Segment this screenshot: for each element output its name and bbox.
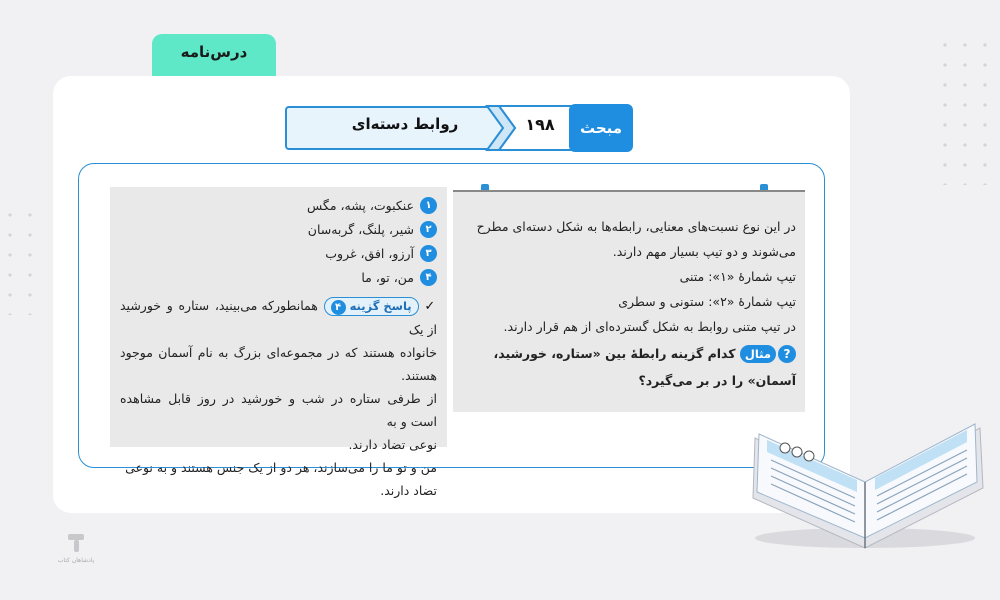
option-text: عنکبوت، پشه، مگس <box>306 197 414 213</box>
topic-banner <box>285 104 633 152</box>
option-number: ۲ <box>420 221 437 238</box>
answer-badge-label: پاسخ گزینه <box>349 299 412 313</box>
option-3 <box>120 241 437 265</box>
option-text: من، تو، ما <box>361 269 414 285</box>
example-text-2: آسمان» را در بر می‌گیرد؟ <box>638 373 796 388</box>
answer-lead: همانطورکه می‌بینید، ستاره و خورشید از یک <box>120 298 437 337</box>
example-badge: مثال <box>740 345 776 363</box>
option-4 <box>120 265 437 289</box>
answer-explanation <box>120 294 437 341</box>
decorative-dots-left <box>0 205 45 315</box>
answer-line: من و تو ما را می‌سازند، هر دو از یک جنس هستند و به نوعی <box>125 460 437 475</box>
explanation-line: در این نوع نسبت‌های معنایی، رابطه‌ها به شکل دسته‌ای مطرح <box>476 219 796 234</box>
explanation-line: می‌شوند و دو تیپ بسیار مهم دارند. <box>612 244 796 259</box>
explanation-line: در تیپ متنی روابط به شکل گسترده‌ای از هم قرار دارند. <box>503 319 796 334</box>
answer-number: ۴ <box>331 300 346 315</box>
logo-caption: پادشاهان کتاب <box>57 557 95 564</box>
option-text: شیر، پلنگ، گربه‌سان <box>307 221 414 237</box>
option-1 <box>120 193 437 217</box>
question-icon: ? <box>778 345 796 363</box>
check-icon: ✓ <box>424 299 437 314</box>
explanation-line: تیپ شمارهٔ «۱»: متنی <box>679 269 796 284</box>
answer-badge <box>324 297 419 316</box>
example-text-1: کدام گزینه رابطهٔ بین «ستاره، خورشید، <box>493 346 736 361</box>
topic-badge-label: مبحث <box>579 119 623 137</box>
option-number: ۱ <box>420 197 437 214</box>
answer-line: از طرفی ستاره در شب و خورشید در روز قابل مشاهده است و به <box>120 391 437 429</box>
option-number: ۳ <box>420 245 437 262</box>
answer-line: خانواده هستند که در مجموعه‌ای بزرگ به نام آسمان موجود هستند. <box>120 345 437 383</box>
example-question <box>462 341 796 366</box>
explanation-panel <box>453 190 805 412</box>
answer-panel <box>110 187 447 498</box>
option-number: ۴ <box>420 269 437 286</box>
open-book-illustration <box>745 388 985 553</box>
option-text: آرزو، افق، غروب <box>325 245 414 261</box>
answer-line: تضاد دارند. <box>380 483 437 498</box>
explanation-line: تیپ شمارهٔ «۲»: ستونی و سطری <box>618 294 796 309</box>
option-2 <box>120 217 437 241</box>
logo-icon <box>65 532 87 554</box>
section-tab-label: درس‌نامه <box>180 43 248 61</box>
publisher-logo <box>56 532 96 572</box>
topic-number: ۱۹۸ <box>525 115 555 134</box>
topic-title: روابط دسته‌ای <box>351 115 459 133</box>
decorative-dots-right <box>935 35 995 185</box>
answer-line: نوعی تضاد دارند. <box>348 437 437 452</box>
topic-badge <box>569 104 633 152</box>
